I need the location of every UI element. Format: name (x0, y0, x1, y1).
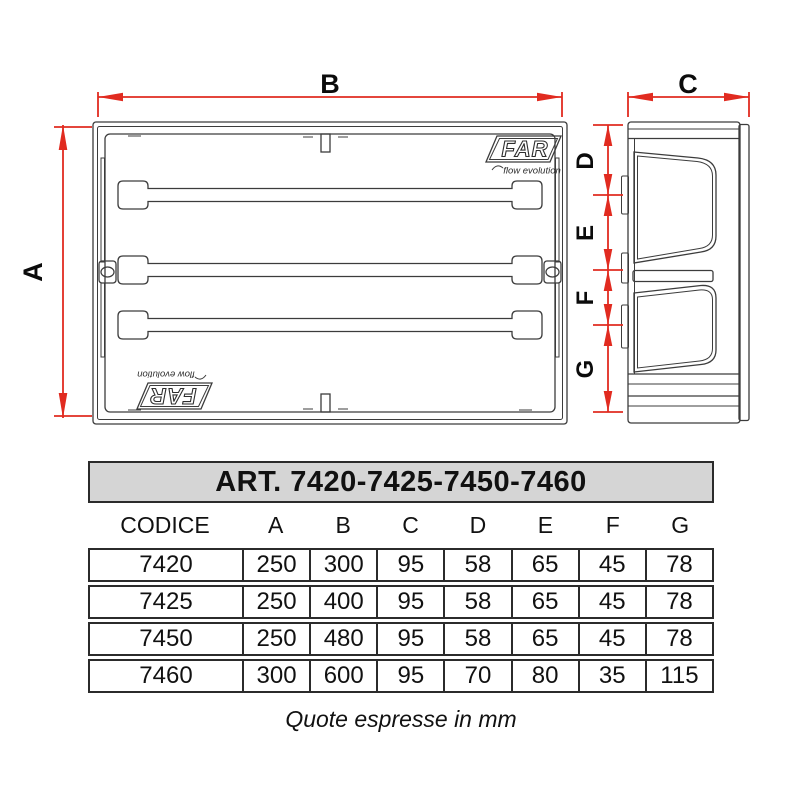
dimension-c (628, 69, 749, 117)
lower-funnel (634, 285, 716, 372)
dim-label-b: B (320, 69, 340, 99)
middle-rib (633, 271, 713, 282)
side-outline (628, 122, 740, 423)
lower-funnel-inner (638, 290, 713, 368)
dimension-a (18, 125, 92, 418)
right-screw-ring (544, 261, 561, 283)
far-logo-text: FAR (501, 136, 549, 162)
upper-funnel-inner (638, 156, 713, 259)
column-header-e: E (537, 512, 554, 538)
value-cell: 95 (376, 550, 443, 580)
right-edge-strip (556, 283, 560, 357)
dimension-chain-defg (572, 125, 623, 412)
value-cell: 250 (242, 550, 309, 580)
value-cell: 300 (242, 661, 309, 691)
column-header-a: A (268, 512, 284, 538)
value-cell: 95 (376, 587, 443, 617)
dim-label-d: D (572, 152, 599, 170)
top-tab (321, 134, 330, 152)
table-row (88, 659, 714, 693)
codice-cell: 7460 (139, 662, 193, 689)
dim-label-c: C (678, 69, 698, 99)
value-cell: 78 (645, 587, 712, 617)
value-cell: 35 (578, 661, 645, 691)
far-logo-text: FAR (149, 383, 197, 409)
far-logo-tagline: flow evolution (503, 165, 561, 177)
value-cell: 95 (376, 624, 443, 654)
cover-slot-2 (118, 256, 542, 284)
value-cell: 250 (242, 587, 309, 617)
dimension-b (98, 69, 562, 117)
bottom-tab (321, 394, 330, 412)
side-view (622, 122, 750, 423)
value-cell: 58 (443, 550, 510, 580)
value-cell: 65 (511, 550, 578, 580)
value-cell: 58 (443, 587, 510, 617)
value-cell: 65 (511, 587, 578, 617)
far-logo-rotated (137, 369, 212, 410)
dimension-table (88, 461, 714, 733)
dim-label-g: G (572, 359, 599, 379)
value-cell: 80 (511, 661, 578, 691)
value-cell: 78 (645, 624, 712, 654)
column-header-codice: CODICE (120, 512, 210, 538)
column-header-d: D (469, 512, 487, 538)
value-cell: 480 (309, 624, 376, 654)
table-column-headers (88, 503, 714, 548)
column-header-g: G (671, 512, 690, 538)
value-cell: 78 (645, 550, 712, 580)
cover-slot-1 (118, 181, 542, 209)
left-edge-strip (101, 283, 105, 357)
value-cell: 58 (443, 624, 510, 654)
left-edge-strip (101, 158, 105, 262)
units-note: Quote espresse in mm (285, 706, 517, 732)
column-header-b: B (335, 512, 351, 538)
value-cell: 95 (376, 661, 443, 691)
value-cell: 70 (443, 661, 510, 691)
table-row (88, 622, 714, 656)
far-logo (486, 136, 561, 177)
codice-cell: 7420 (139, 551, 193, 578)
codice-cell: 7425 (139, 588, 193, 615)
codice-cell: 7450 (139, 625, 193, 652)
table-row (88, 548, 714, 582)
value-cell: 45 (578, 550, 645, 580)
value-cell: 45 (578, 624, 645, 654)
front-view (93, 122, 567, 424)
dim-label-a: A (18, 262, 48, 282)
upper-funnel (634, 152, 716, 263)
far-logo-tagline: flow evolution (137, 368, 195, 380)
dim-label-f: F (572, 290, 599, 306)
value-cell: 250 (242, 624, 309, 654)
value-cell: 115 (645, 661, 712, 691)
logo-swoosh (195, 375, 206, 379)
dim-label-e: E (572, 224, 599, 242)
value-cell: 65 (511, 624, 578, 654)
value-cell: 600 (309, 661, 376, 691)
column-header-c: C (402, 512, 419, 538)
value-cell: 45 (578, 587, 645, 617)
value-cell: 400 (309, 587, 376, 617)
value-cell: 300 (309, 550, 376, 580)
column-header-f: F (605, 512, 620, 538)
table-row (88, 585, 714, 619)
cover-slot-3 (118, 311, 542, 339)
logo-swoosh (492, 166, 503, 170)
table-title: ART. 7420-7425-7450-7460 (88, 461, 714, 503)
left-screw-ring (99, 261, 116, 283)
